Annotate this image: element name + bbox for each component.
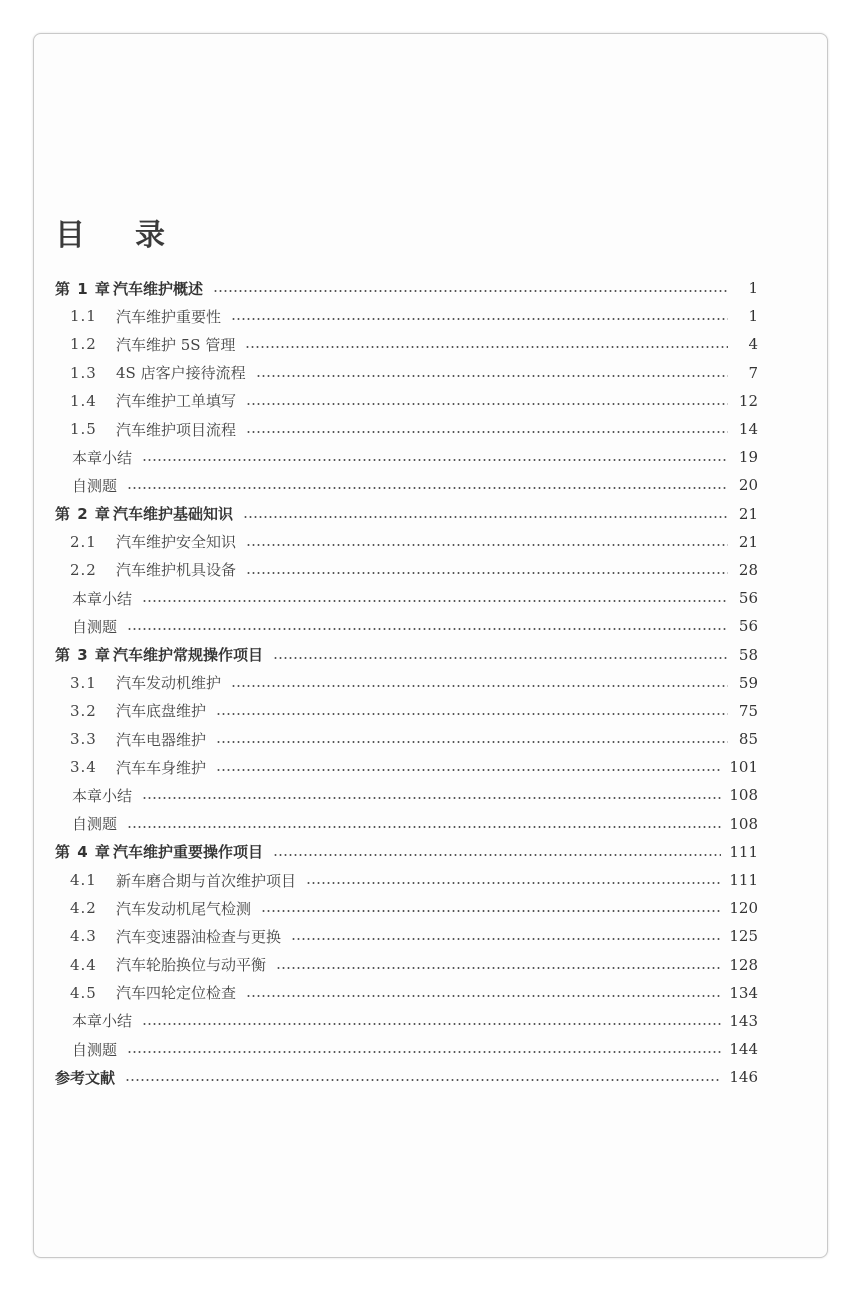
dot-leader: [231, 318, 728, 320]
entry-number: 4.3: [70, 927, 97, 946]
toc-section-entry[interactable]: [55, 753, 758, 781]
entry-page-number: 19: [738, 448, 758, 467]
entry-page-number: 75: [738, 701, 758, 720]
toc-section-entry[interactable]: [55, 528, 758, 556]
toc-section-entry[interactable]: [55, 894, 758, 922]
entry-page-number: 12: [738, 391, 758, 410]
entry-title: 汽车车身维护: [116, 758, 207, 777]
entry-title: 参考文献: [55, 1068, 116, 1087]
entry-title: 汽车维护机具设备: [116, 561, 237, 580]
entry-page-number: 120: [729, 899, 758, 918]
entry-title: 汽车底盘维护: [116, 702, 207, 721]
dot-leader: [216, 713, 728, 715]
toc-sub-entry[interactable]: [55, 584, 758, 612]
toc-section-entry[interactable]: [55, 697, 758, 725]
entry-page-number: 14: [738, 420, 758, 439]
entry-number: 4.4: [70, 955, 97, 974]
dot-leader: [246, 544, 728, 546]
entry-title: 新车磨合期与首次维护项目: [116, 871, 297, 890]
entry-title: 汽车维护常规操作项目: [113, 646, 264, 665]
toc-section-entry[interactable]: [55, 669, 758, 697]
dot-leader: [127, 487, 728, 489]
entry-number: 第 2 章: [55, 505, 111, 524]
entry-number: 1.3: [70, 363, 97, 382]
entry-page-number: 101: [729, 758, 758, 777]
entry-page-number: 143: [729, 1011, 758, 1030]
dot-leader: [246, 995, 721, 997]
toc-section-entry[interactable]: [55, 387, 758, 415]
entry-page-number: 111: [729, 842, 758, 861]
entry-title: 自测题: [72, 815, 118, 834]
entry-page-number: 28: [738, 560, 758, 579]
dot-leader: [125, 1079, 721, 1081]
entry-page-number: 108: [729, 786, 758, 805]
dot-leader: [291, 938, 721, 940]
toc-sub-entry[interactable]: [55, 471, 758, 499]
entry-page-number: 58: [738, 645, 758, 664]
entry-number: 2.1: [70, 532, 97, 551]
title-char-2: 录: [135, 218, 167, 253]
toc-sub-entry[interactable]: [55, 1035, 758, 1063]
entry-title: 汽车维护工单填写: [116, 392, 237, 411]
entry-title: 汽车维护基础知识: [113, 505, 234, 524]
entry-title: 本章小结: [72, 448, 133, 467]
title-char-1: 目: [55, 218, 87, 253]
dot-leader: [246, 403, 728, 405]
toc-sub-entry[interactable]: [55, 1007, 758, 1035]
toc-chapter-entry[interactable]: [55, 1063, 758, 1091]
entry-page-number: 111: [729, 871, 758, 890]
entry-number: 3.3: [70, 730, 97, 749]
entry-number: 4.1: [70, 871, 97, 890]
dot-leader: [213, 290, 728, 292]
entry-title: 自测题: [72, 476, 118, 495]
entry-number: 4.5: [70, 983, 97, 1002]
toc-chapter-entry[interactable]: [55, 500, 758, 528]
entry-page-number: 1: [748, 307, 758, 326]
toc-sub-entry[interactable]: [55, 810, 758, 838]
toc-chapter-entry[interactable]: [55, 274, 758, 302]
entry-number: 第 1 章: [55, 279, 111, 298]
entry-title: 汽车电器维护: [116, 730, 207, 749]
dot-leader: [142, 459, 728, 461]
entry-page-number: 144: [729, 1040, 758, 1059]
entry-title: 汽车维护安全知识: [116, 533, 237, 552]
entry-number: 1.1: [70, 307, 97, 326]
entry-page-number: 125: [729, 927, 758, 946]
entry-page-number: 21: [738, 532, 758, 551]
dot-leader: [245, 346, 728, 348]
toc-section-entry[interactable]: [55, 556, 758, 584]
dot-leader: [216, 741, 728, 743]
dot-leader: [273, 657, 728, 659]
toc-section-entry[interactable]: [55, 922, 758, 950]
toc-section-entry[interactable]: [55, 725, 758, 753]
dot-leader: [243, 516, 728, 518]
dot-leader: [142, 797, 721, 799]
dot-leader: [127, 826, 721, 828]
dot-leader: [306, 882, 721, 884]
entry-page-number: 56: [738, 617, 758, 636]
dot-leader: [142, 1023, 721, 1025]
entry-page-number: 108: [729, 814, 758, 833]
toc-section-entry[interactable]: [55, 866, 758, 894]
toc-section-entry[interactable]: [55, 302, 758, 330]
entry-title: 汽车维护概述: [113, 279, 204, 298]
entry-number: 3.1: [70, 673, 97, 692]
entry-page-number: 20: [738, 476, 758, 495]
toc-section-entry[interactable]: [55, 359, 758, 387]
entry-number: 1.5: [70, 420, 97, 439]
entry-title: 汽车维护 5S 管理: [116, 335, 236, 354]
entry-number: 第 3 章: [55, 646, 111, 665]
dot-leader: [273, 854, 721, 856]
entry-title: 汽车变速器油检查与更换: [116, 927, 282, 946]
toc-chapter-entry[interactable]: [55, 640, 758, 668]
entry-number: 1.4: [70, 391, 97, 410]
entry-title: 汽车维护重要操作项目: [113, 843, 264, 862]
dot-leader: [246, 572, 728, 574]
entry-page-number: 85: [738, 730, 758, 749]
toc-section-entry[interactable]: [55, 415, 758, 443]
entry-title: 4S 店客户接待流程: [116, 364, 246, 383]
entry-title: 汽车轮胎换位与动平衡: [116, 956, 267, 975]
entry-number: 3.4: [70, 758, 97, 777]
entry-page-number: 7: [748, 363, 758, 382]
toc-section-entry[interactable]: [55, 979, 758, 1007]
entry-number: 3.2: [70, 701, 97, 720]
toc-chapter-entry[interactable]: [55, 838, 758, 866]
toc-section-entry[interactable]: [55, 330, 758, 358]
dot-leader: [246, 431, 728, 433]
dot-leader: [127, 628, 728, 630]
toc-sub-entry[interactable]: [55, 443, 758, 471]
entry-page-number: 56: [738, 589, 758, 608]
entry-page-number: 134: [729, 983, 758, 1002]
entry-number: 2.2: [70, 560, 97, 579]
page-title: [55, 210, 167, 254]
toc-section-entry[interactable]: [55, 951, 758, 979]
entry-page-number: 146: [729, 1068, 758, 1087]
entry-title: 本章小结: [72, 786, 133, 805]
entry-number: 4.2: [70, 899, 97, 918]
table-of-contents: [55, 274, 758, 1091]
entry-title: 汽车维护项目流程: [116, 420, 237, 439]
entry-number: 1.2: [70, 335, 97, 354]
entry-title: 汽车维护重要性: [116, 307, 222, 326]
entry-page-number: 128: [729, 955, 758, 974]
entry-title: 汽车发动机尾气检测: [116, 899, 252, 918]
entry-page-number: 4: [748, 335, 758, 354]
entry-page-number: 21: [738, 504, 758, 523]
toc-sub-entry[interactable]: [55, 781, 758, 809]
dot-leader: [231, 685, 728, 687]
entry-title: 汽车四轮定位检查: [116, 984, 237, 1003]
entry-title: 自测题: [72, 617, 118, 636]
dot-leader: [261, 910, 721, 912]
entry-number: 第 4 章: [55, 843, 111, 862]
entry-title: 本章小结: [72, 589, 133, 608]
dot-leader: [216, 769, 721, 771]
toc-sub-entry[interactable]: [55, 612, 758, 640]
entry-title: 本章小结: [72, 1012, 133, 1031]
dot-leader: [142, 600, 728, 602]
dot-leader: [127, 1051, 721, 1053]
entry-page-number: 59: [738, 673, 758, 692]
entry-title: 自测题: [72, 1040, 118, 1059]
entry-page-number: 1: [748, 279, 758, 298]
entry-title: 汽车发动机维护: [116, 674, 222, 693]
dot-leader: [276, 967, 721, 969]
dot-leader: [256, 375, 728, 377]
